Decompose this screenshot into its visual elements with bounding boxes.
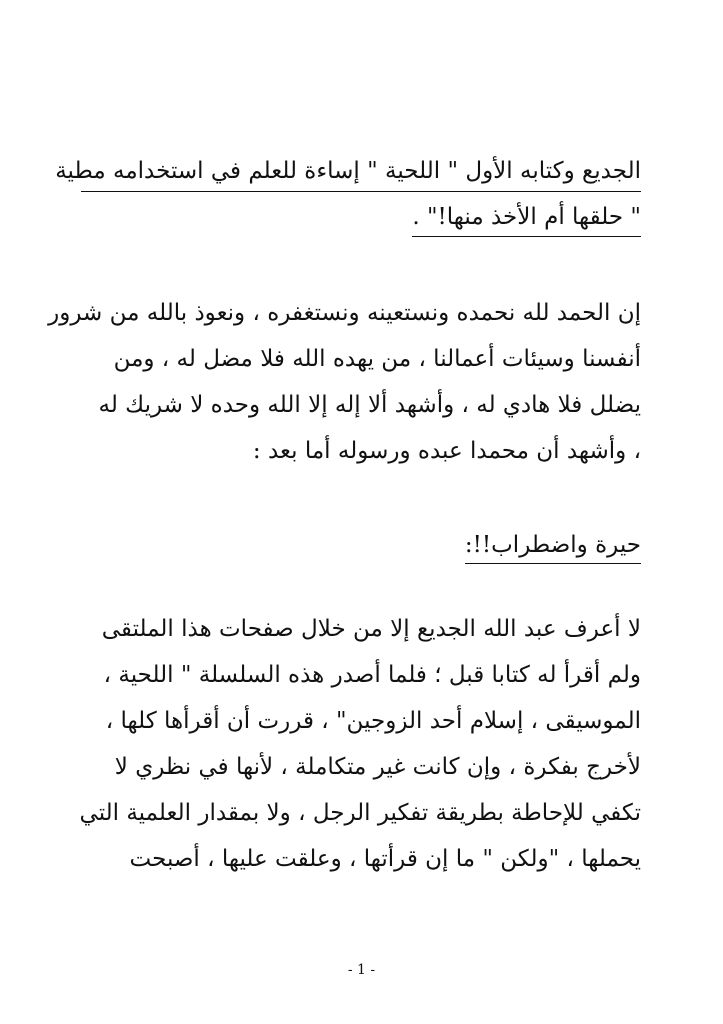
body-line: لا أعرف عبد الله الجديع إلا من خلال صفحات هذا الملتقى: [101, 616, 641, 642]
intro-line: ، وأشهد أن محمدا عبده ورسوله أما بعد :: [252, 438, 641, 464]
intro-line: أنفسنا وسيئات أعمالنا ، من يهده الله فلا مضل له ، ومن: [113, 346, 641, 372]
body-line: يحملها ، "ولكن " ما إن قرأتها ، وعلقت عليها ، أصبحت: [129, 846, 641, 872]
intro-line: يضلل فلا هادي له ، وأشهد ألا إله إلا الله وحده لا شريك له: [98, 392, 641, 418]
title-line-1: الجديع وكتابه الأول " اللحية " إساءة للعلم في استخدامه مطية: [81, 160, 641, 192]
body-line: لأخرج بفكرة ، وإن كانت غير متكاملة ، لأنها في نظري لا: [114, 754, 641, 780]
intro-line: إن الحمد لله نحمده ونستعينه ونستغفره ، ونعوذ بالله من شرور: [48, 300, 641, 326]
section-heading-text: حيرة واضطراب!!:: [465, 534, 641, 564]
title-line-2: " حلقها أم الأخذ منها!" .: [412, 206, 641, 237]
body-line: ولم أقرأ له كتابا قبل ؛ فلما أصدر هذه السلسلة " اللحية ،: [103, 662, 641, 688]
article-title: [55, 158, 641, 237]
section-heading: [81, 534, 641, 564]
page-number: - 1 -: [347, 962, 376, 978]
body-line: تكفي للإحاطة بطريقة تفكير الرجل ، ولا بمقدار العلمية التي: [79, 800, 641, 826]
body-line: الموسيقى ، إسلام أحد الزوجين" ، قررت أن أقرأها كلها ،: [105, 708, 641, 734]
intro-paragraph: [48, 290, 641, 474]
body-paragraph: [81, 606, 641, 882]
